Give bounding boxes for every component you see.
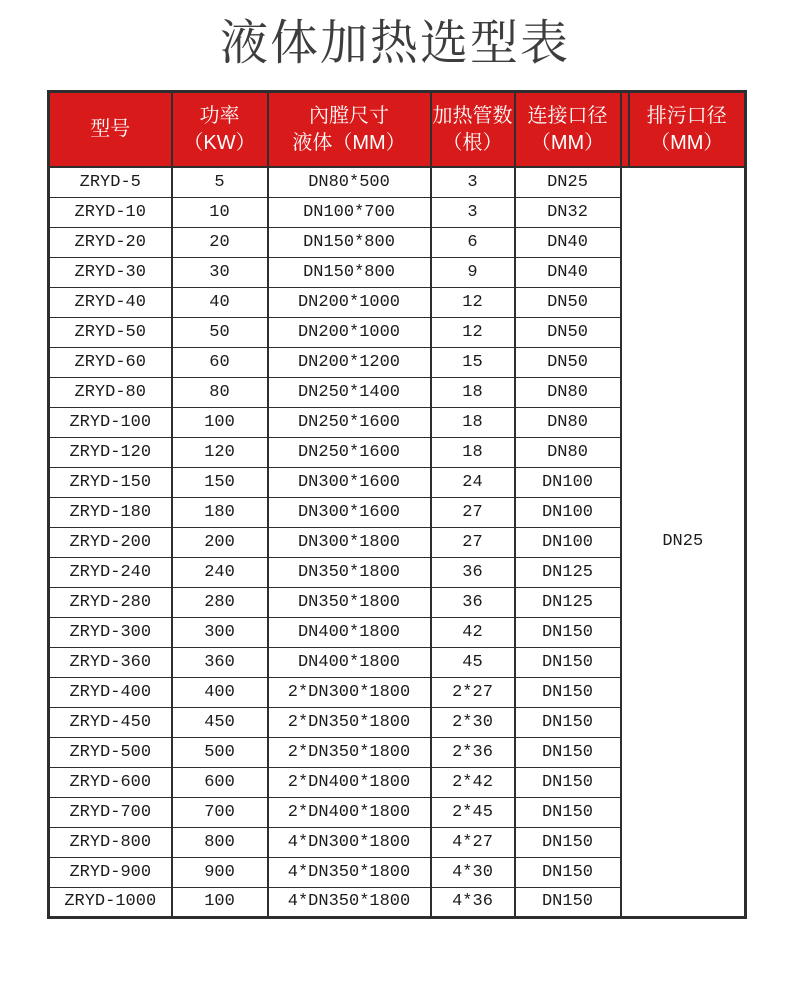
cell-tube-count: 2*27 (431, 677, 515, 707)
cell-connection-diameter: DN32 (515, 197, 621, 227)
cell-inner-size: DN250*1600 (268, 407, 431, 437)
cell-inner-size: DN80*500 (268, 167, 431, 197)
cell-model: ZRYD-450 (49, 707, 172, 737)
cell-model: ZRYD-900 (49, 857, 172, 887)
cell-connection-diameter: DN150 (515, 887, 621, 917)
cell-connection-diameter: DN150 (515, 827, 621, 857)
cell-inner-size: 4*DN300*1800 (268, 827, 431, 857)
cell-inner-size: DN200*1200 (268, 347, 431, 377)
header-label: 排污口径 (646, 104, 727, 127)
cell-power: 700 (172, 797, 268, 827)
cell-model: ZRYD-40 (49, 287, 172, 317)
cell-model: ZRYD-500 (49, 737, 172, 767)
cell-model: ZRYD-50 (49, 317, 172, 347)
cell-inner-size: DN350*1800 (268, 587, 431, 617)
header-label: 液体（MM） (292, 131, 406, 154)
cell-power: 10 (172, 197, 268, 227)
cell-model: ZRYD-120 (49, 437, 172, 467)
cell-tube-count: 27 (431, 497, 515, 527)
cell-power: 60 (172, 347, 268, 377)
cell-connection-diameter: DN100 (515, 497, 621, 527)
cell-model: ZRYD-100 (49, 407, 172, 437)
cell-model: ZRYD-360 (49, 647, 172, 677)
heating-selection-table (47, 90, 747, 919)
header-tube-count (431, 92, 515, 168)
cell-tube-count: 27 (431, 527, 515, 557)
cell-model: ZRYD-800 (49, 827, 172, 857)
cell-inner-size: 2*DN350*1800 (268, 737, 431, 767)
header-label: 功率 (199, 104, 240, 127)
cell-tube-count: 4*27 (431, 827, 515, 857)
cell-inner-size: DN400*1800 (268, 617, 431, 647)
cell-connection-diameter: DN50 (515, 317, 621, 347)
cell-tube-count: 45 (431, 647, 515, 677)
cell-model: ZRYD-20 (49, 227, 172, 257)
cell-connection-diameter: DN100 (515, 467, 621, 497)
cell-power: 200 (172, 527, 268, 557)
header-model (49, 92, 172, 168)
cell-connection-diameter: DN150 (515, 677, 621, 707)
cell-tube-count: 2*30 (431, 707, 515, 737)
cell-inner-size: DN300*1800 (268, 527, 431, 557)
cell-model: ZRYD-600 (49, 767, 172, 797)
cell-connection-diameter: DN150 (515, 647, 621, 677)
cell-power: 400 (172, 677, 268, 707)
cell-drain-diameter-merged: DN25 (621, 167, 746, 917)
cell-power: 20 (172, 227, 268, 257)
cell-power: 50 (172, 317, 268, 347)
table-header (49, 92, 746, 168)
cell-power: 120 (172, 437, 268, 467)
cell-connection-diameter: DN125 (515, 557, 621, 587)
cell-connection-diameter: DN80 (515, 437, 621, 467)
cell-model: ZRYD-300 (49, 617, 172, 647)
cell-power: 240 (172, 557, 268, 587)
cell-connection-diameter: DN150 (515, 707, 621, 737)
cell-connection-diameter: DN150 (515, 617, 621, 647)
cell-tube-count: 18 (431, 377, 515, 407)
cell-power: 180 (172, 497, 268, 527)
header-label: （根） (442, 131, 503, 154)
cell-power: 30 (172, 257, 268, 287)
cell-model: ZRYD-80 (49, 377, 172, 407)
cell-tube-count: 42 (431, 617, 515, 647)
cell-inner-size: 4*DN350*1800 (268, 857, 431, 887)
cell-power: 100 (172, 887, 268, 917)
cell-model: ZRYD-200 (49, 527, 172, 557)
table-body (49, 167, 746, 917)
cell-model: ZRYD-180 (49, 497, 172, 527)
cell-power: 40 (172, 287, 268, 317)
cell-tube-count: 24 (431, 467, 515, 497)
cell-inner-size: 2*DN400*1800 (268, 797, 431, 827)
cell-tube-count: 18 (431, 407, 515, 437)
cell-inner-size: DN350*1800 (268, 557, 431, 587)
cell-connection-diameter: DN150 (515, 797, 621, 827)
cell-inner-size: 2*DN350*1800 (268, 707, 431, 737)
cell-inner-size: 2*DN300*1800 (268, 677, 431, 707)
cell-inner-size: DN250*1600 (268, 437, 431, 467)
cell-connection-diameter: DN80 (515, 407, 621, 437)
cell-connection-diameter: DN40 (515, 227, 621, 257)
cell-power: 500 (172, 737, 268, 767)
cell-inner-size: DN200*1000 (268, 317, 431, 347)
header-label: （KW） (183, 131, 256, 154)
header-connection-diameter (515, 92, 621, 168)
cell-inner-size: DN150*800 (268, 257, 431, 287)
header-power (172, 92, 268, 168)
cell-model: ZRYD-700 (49, 797, 172, 827)
cell-power: 360 (172, 647, 268, 677)
cell-connection-diameter: DN25 (515, 167, 621, 197)
cell-tube-count: 2*45 (431, 797, 515, 827)
cell-tube-count: 4*36 (431, 887, 515, 917)
header-inner-size (268, 92, 431, 168)
cell-tube-count: 36 (431, 587, 515, 617)
cell-power: 300 (172, 617, 268, 647)
cell-inner-size: DN300*1600 (268, 467, 431, 497)
header-label: 型号 (90, 118, 131, 140)
header-label: 连接口径 (527, 104, 608, 127)
page-title: 液体加热选型表 (219, 17, 570, 70)
header-drain-diameter-block (628, 93, 745, 166)
cell-tube-count: 3 (431, 197, 515, 227)
header-label: 加热管数 (432, 104, 513, 127)
header-drain-diameter (621, 92, 746, 168)
cell-connection-diameter: DN40 (515, 257, 621, 287)
cell-connection-diameter: DN150 (515, 737, 621, 767)
cell-model: ZRYD-240 (49, 557, 172, 587)
cell-connection-diameter: DN150 (515, 857, 621, 887)
header-row (49, 92, 746, 168)
cell-tube-count: 36 (431, 557, 515, 587)
cell-model: ZRYD-60 (49, 347, 172, 377)
cell-inner-size: DN200*1000 (268, 287, 431, 317)
cell-model: ZRYD-1000 (49, 887, 172, 917)
cell-inner-size: DN250*1400 (268, 377, 431, 407)
table-row (49, 167, 746, 197)
cell-model: ZRYD-400 (49, 677, 172, 707)
header-label: 內膛尺寸 (309, 104, 389, 127)
cell-model: ZRYD-150 (49, 467, 172, 497)
cell-connection-diameter: DN50 (515, 287, 621, 317)
cell-tube-count: 12 (431, 287, 515, 317)
cell-power: 80 (172, 377, 268, 407)
cell-connection-diameter: DN150 (515, 767, 621, 797)
cell-tube-count: 2*42 (431, 767, 515, 797)
cell-tube-count: 12 (431, 317, 515, 347)
header-label: （MM） (530, 131, 605, 154)
cell-power: 800 (172, 827, 268, 857)
cell-inner-size: DN300*1600 (268, 497, 431, 527)
cell-inner-size: 2*DN400*1800 (268, 767, 431, 797)
cell-connection-diameter: DN80 (515, 377, 621, 407)
cell-model: ZRYD-280 (49, 587, 172, 617)
cell-connection-diameter: DN50 (515, 347, 621, 377)
cell-tube-count: 9 (431, 257, 515, 287)
cell-tube-count: 3 (431, 167, 515, 197)
cell-power: 280 (172, 587, 268, 617)
cell-tube-count: 6 (431, 227, 515, 257)
cell-model: ZRYD-30 (49, 257, 172, 287)
cell-inner-size: DN150*800 (268, 227, 431, 257)
cell-power: 600 (172, 767, 268, 797)
cell-model: ZRYD-5 (49, 167, 172, 197)
cell-inner-size: DN100*700 (268, 197, 431, 227)
cell-model: ZRYD-10 (49, 197, 172, 227)
cell-tube-count: 4*30 (431, 857, 515, 887)
cell-connection-diameter: DN100 (515, 527, 621, 557)
cell-power: 100 (172, 407, 268, 437)
cell-power: 450 (172, 707, 268, 737)
cell-tube-count: 18 (431, 437, 515, 467)
cell-tube-count: 2*36 (431, 737, 515, 767)
cell-inner-size: DN400*1800 (268, 647, 431, 677)
cell-inner-size: 4*DN350*1800 (268, 887, 431, 917)
cell-power: 5 (172, 167, 268, 197)
cell-power: 900 (172, 857, 268, 887)
cell-power: 150 (172, 467, 268, 497)
cell-tube-count: 15 (431, 347, 515, 377)
header-label: （MM） (650, 131, 724, 154)
cell-connection-diameter: DN125 (515, 587, 621, 617)
